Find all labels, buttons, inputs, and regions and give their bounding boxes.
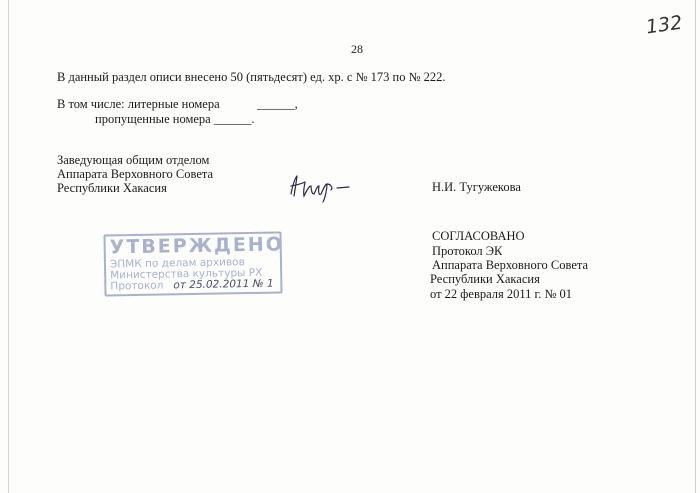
- summary-line: В данный раздел описи внесено 50 (пятьдесят) ед. хр. с № 173 по № 222.: [57, 70, 446, 84]
- agreed-line2: Аппарата Верховного Совета: [432, 258, 589, 272]
- approval-stamp: [103, 231, 285, 296]
- signer-title-line2: Аппарата Верховного Совета: [57, 167, 214, 181]
- scan-edge-right: [695, 0, 696, 493]
- stamp-title: УТВЕРЖДЕНО: [109, 233, 285, 259]
- signer-title-line3: Республики Хакасия: [57, 181, 167, 195]
- agreed-line4: от 22 февраля 2011 г. № 01: [430, 287, 573, 301]
- stamp-line2: Министерства культуры РХ: [110, 266, 263, 282]
- handwritten-signature: [287, 170, 357, 204]
- agreed-line1: Протокол ЭК: [432, 244, 503, 258]
- signer-title-line1: Заведующая общим отделом: [57, 153, 210, 167]
- letter-numbers-line: В том числе: литерные номера ______,: [57, 97, 298, 111]
- stamp-line1: ЭПМК по делам архивов: [109, 256, 245, 271]
- signer-name: Н.И. Тугужекова: [432, 180, 521, 194]
- agreed-line3: Республики Хакасия: [430, 272, 540, 286]
- stamp-line3: Протокол: [110, 279, 164, 293]
- agreed-heading: СОГЛАСОВАНО: [432, 229, 525, 243]
- handwritten-sheet-number: 132: [644, 11, 684, 39]
- scan-edge-left: [8, 0, 9, 493]
- missed-numbers-line: пропущенные номера ______.: [95, 112, 255, 126]
- page-number: 28: [351, 42, 363, 56]
- stamp-handwritten-date: от 25.02.2011 № 1: [173, 277, 274, 292]
